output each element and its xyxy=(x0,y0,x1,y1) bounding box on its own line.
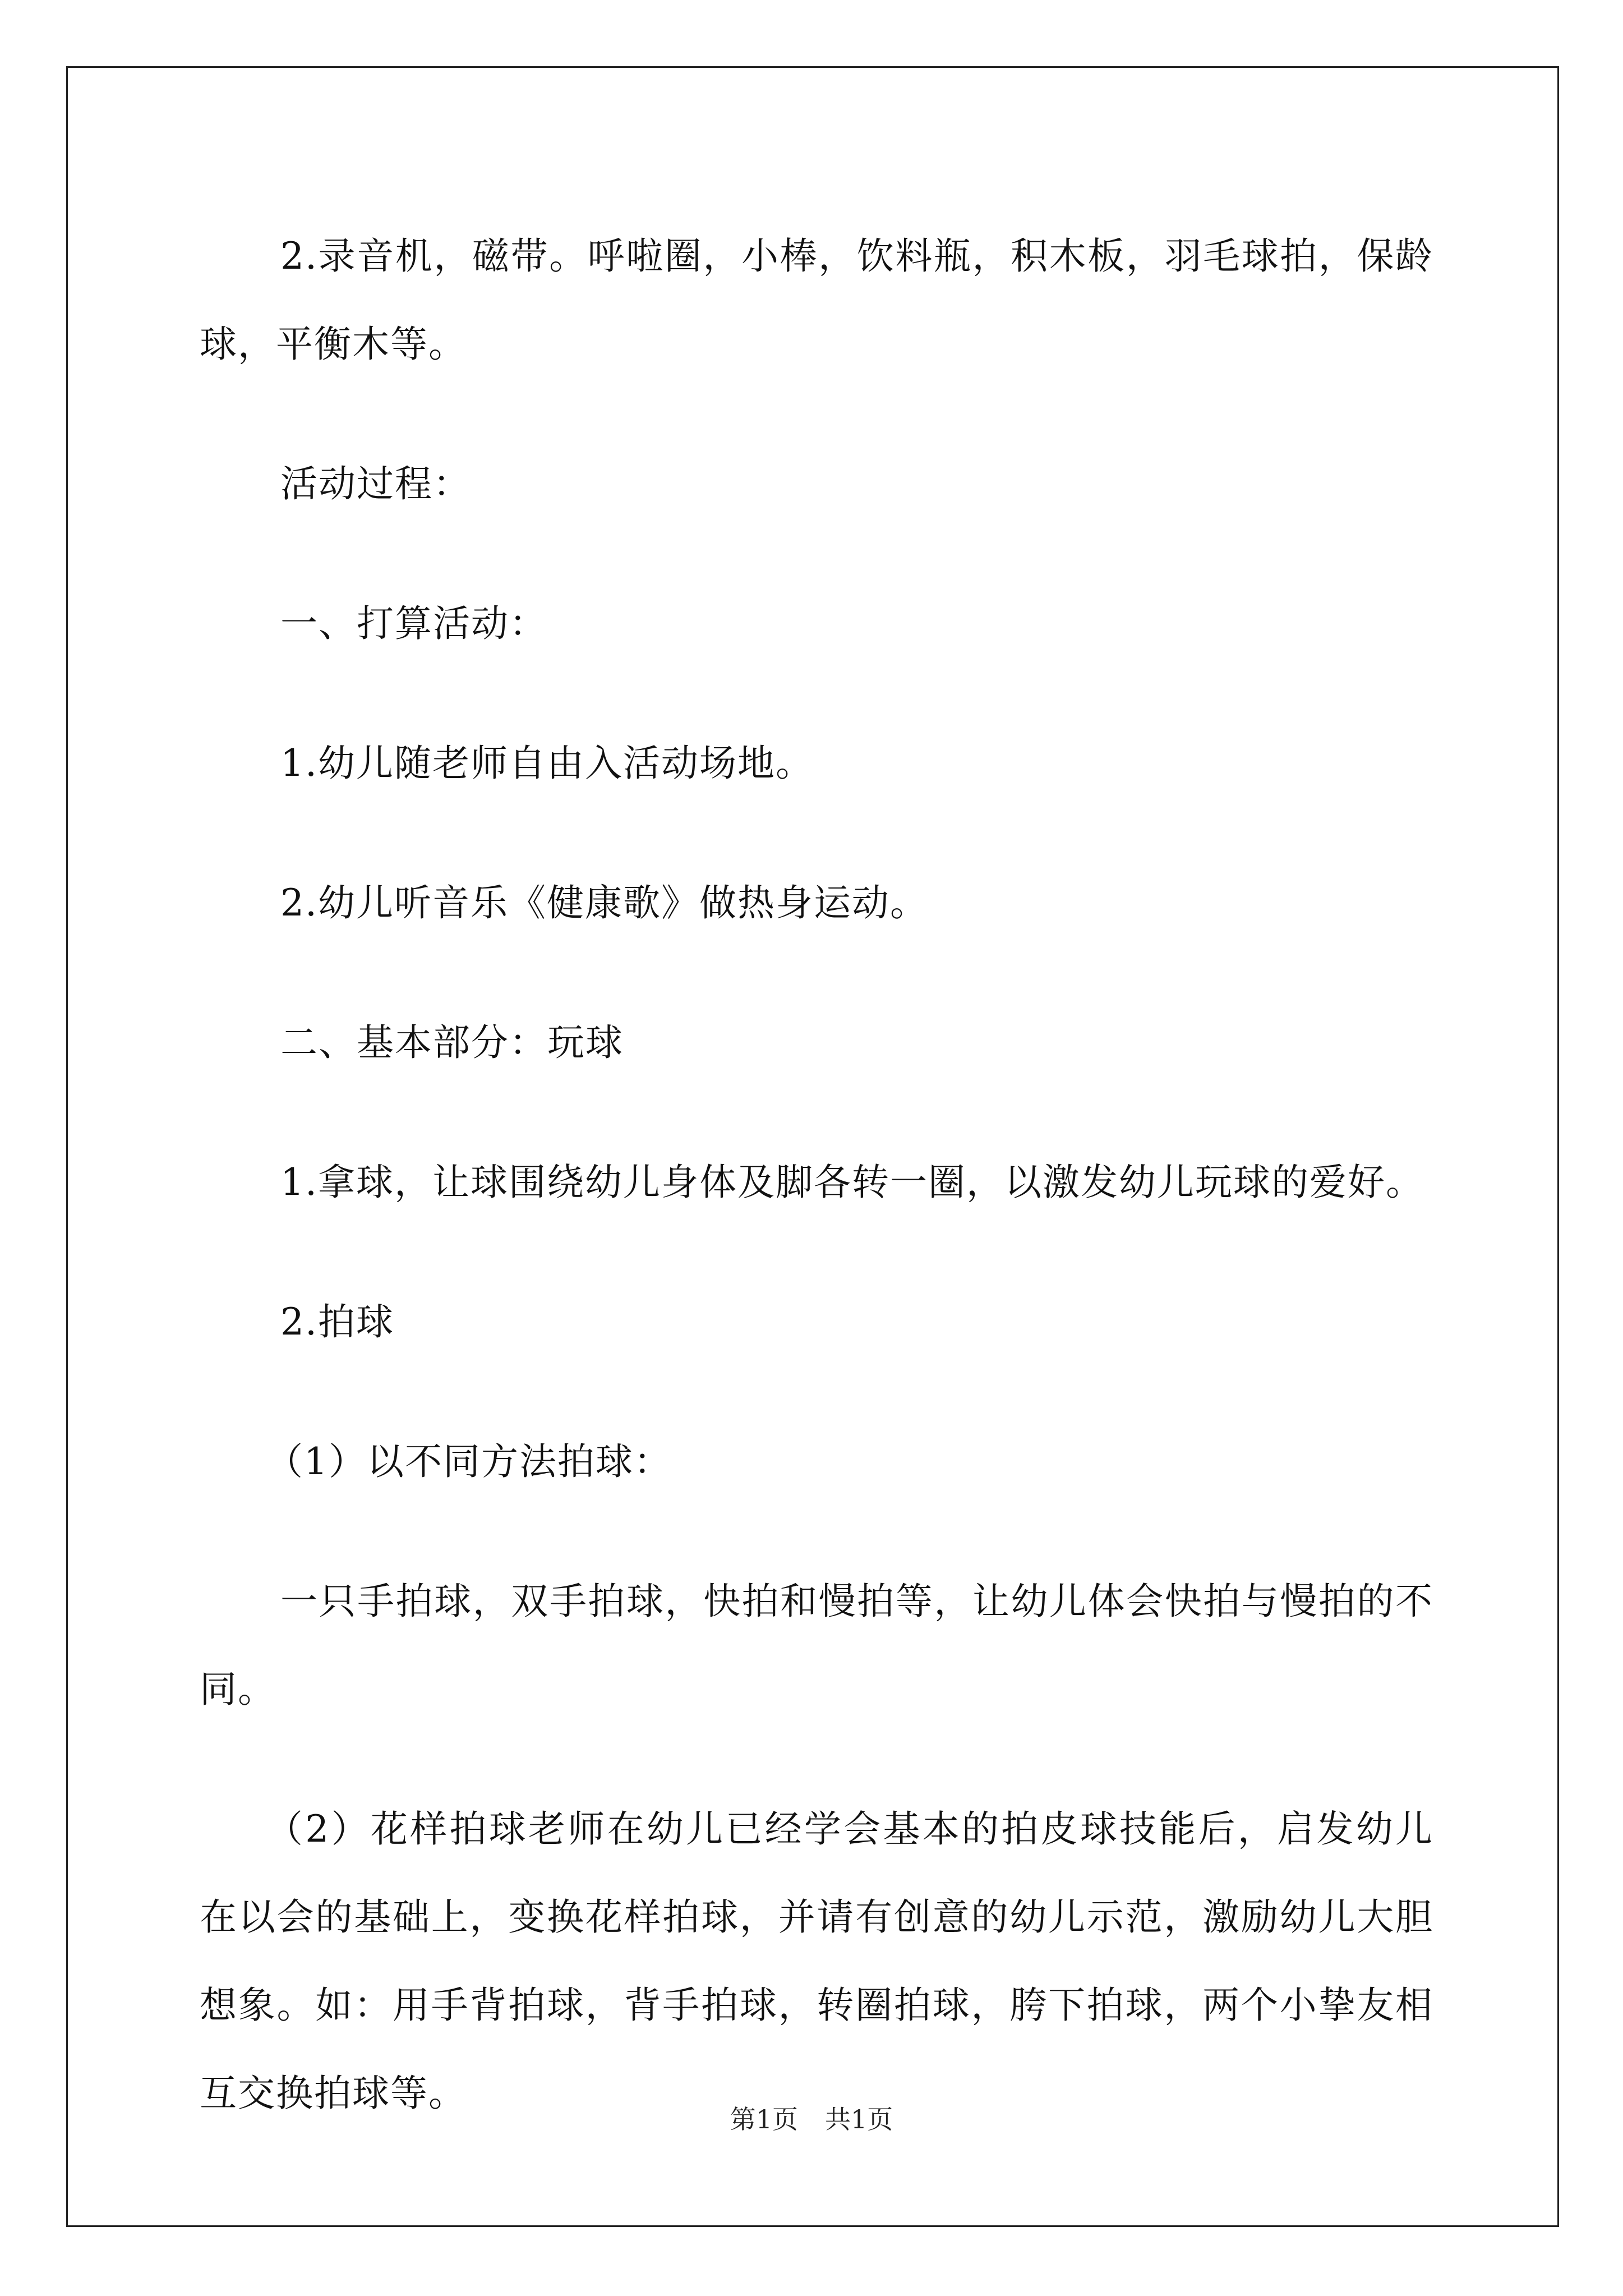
paragraph-step-1-1: 1.幼儿随老师自由入活动场地。 xyxy=(280,742,814,785)
paragraph-step-1-2: 2.幼儿听音乐《健康歌》做热身运动。 xyxy=(280,881,928,924)
paragraph-sub-1-heading: （1）以不同方法拍球： xyxy=(266,1440,672,1483)
paragraph-materials-2: 2.录音机，磁带。呼啦圈，小棒，饮料瓶，积木板，羽毛球拍，保龄球，平衡木等。 xyxy=(200,234,1433,366)
paragraph-sub-1-body: 一只手拍球，双手拍球，快拍和慢拍等，让幼儿体会快拍与慢拍的不同。 xyxy=(200,1580,1433,1711)
page-number-total: 共1页 xyxy=(825,2104,893,2134)
paragraph-section-2-heading: 二、基本部分：玩球 xyxy=(280,1021,624,1064)
paragraph-sub-2-body: （2）花样拍球老师在幼儿已经学会基本的拍皮球技能后，启发幼儿在以会的基础上，变换花样拍球，并请有创意的幼儿示范，激励幼儿大胆想象。如：用手背拍球，背手拍球，转圈拍球，胯下拍球，两个小挚友相互交换拍球等。 xyxy=(200,1807,1433,2115)
paragraph-section-1-heading: 一、打算活动： xyxy=(280,602,547,645)
paragraph-step-2-1: 1.拿球，让球围绕幼儿身体及脚各转一圈，以激发幼儿玩球的爱好。 xyxy=(280,1161,1424,1204)
document-body xyxy=(200,212,1433,2189)
paragraph-step-2-2: 2.拍球 xyxy=(280,1300,394,1343)
page-number-current: 第1页 xyxy=(730,2104,798,2134)
paragraph-process-heading: 活动过程： xyxy=(280,462,471,505)
page-footer xyxy=(0,2099,1623,2136)
